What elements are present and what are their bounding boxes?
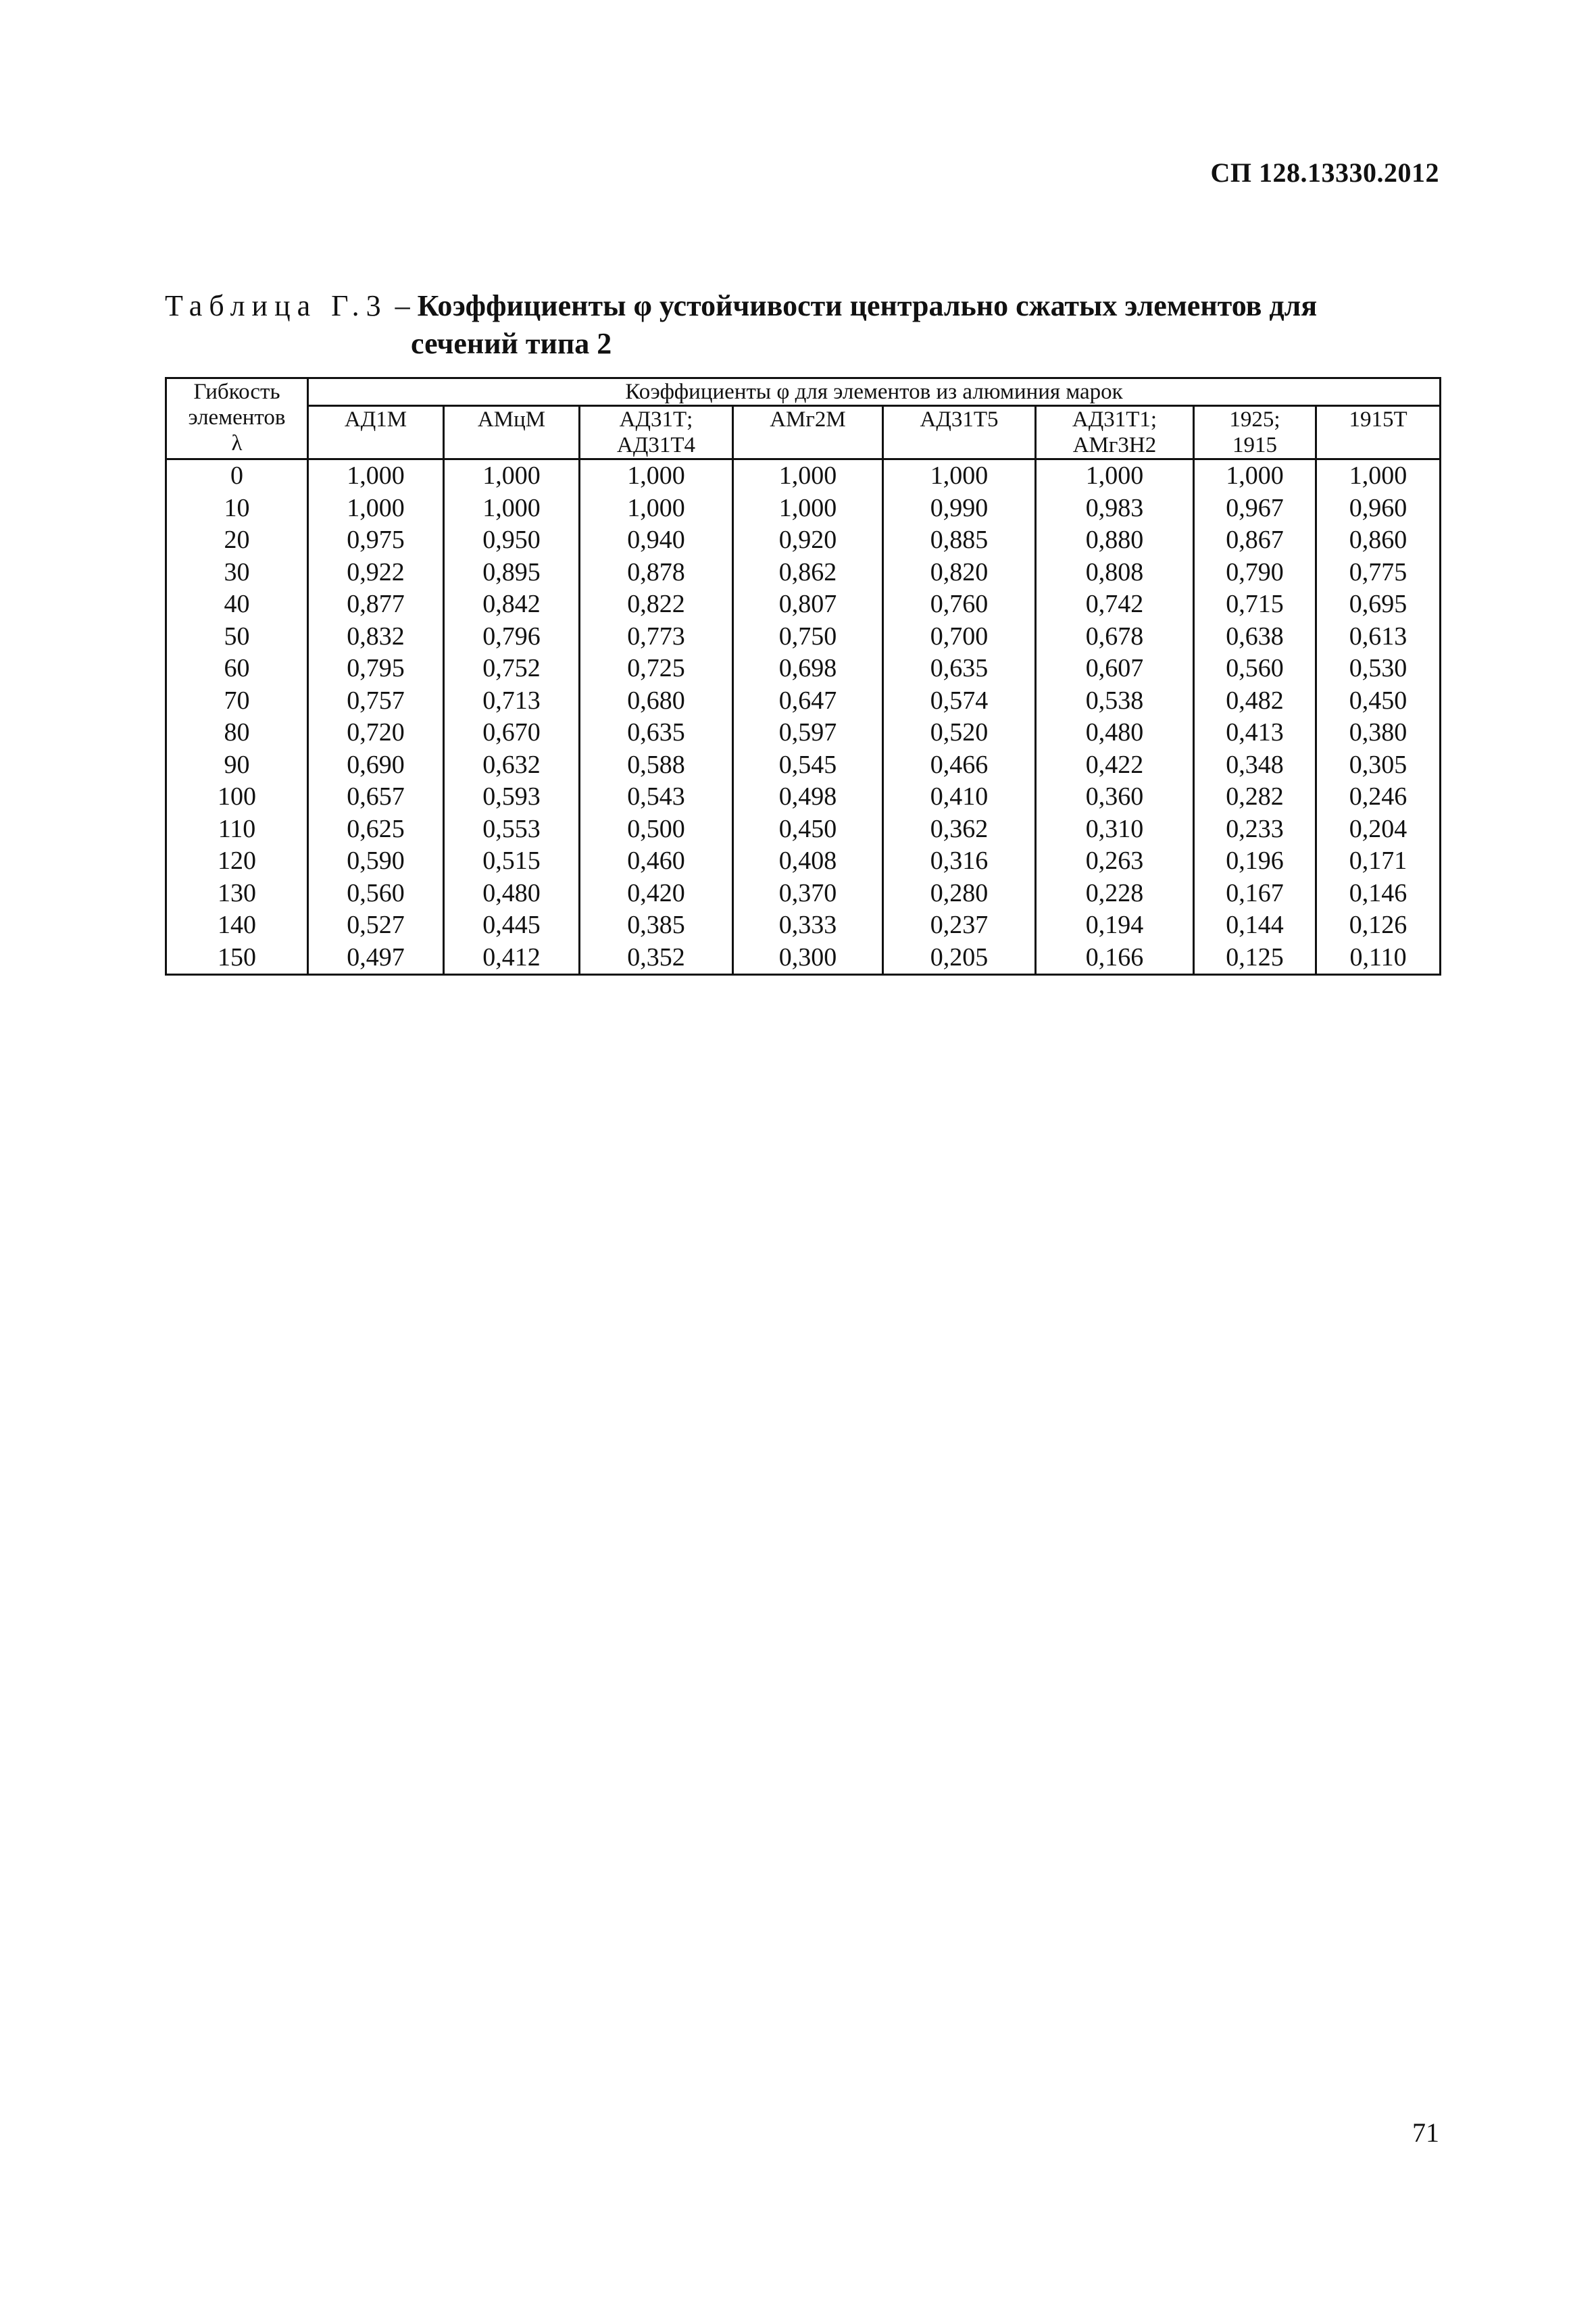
coefficient-cell: 0,166	[1036, 942, 1194, 975]
coefficient-cell: 0,410	[883, 781, 1036, 813]
table-row	[166, 685, 1441, 718]
coefficient-cell: 0,144	[1194, 909, 1316, 942]
slenderness-cell: 20	[166, 524, 308, 557]
coefficient-cell: 0,880	[1036, 524, 1194, 557]
coefficient-cell: 0,420	[580, 878, 733, 910]
alloy-column-header	[444, 406, 580, 459]
coefficient-cell: 0,960	[1316, 493, 1441, 525]
coefficient-cell: 0,515	[444, 845, 580, 878]
coefficient-cell: 0,560	[308, 878, 444, 910]
coefficient-cell: 0,790	[1194, 557, 1316, 589]
coefficient-cell: 0,553	[444, 813, 580, 846]
document-code: СП 128.13330.2012	[1210, 157, 1439, 188]
coefficient-cell: 0,695	[1316, 588, 1441, 621]
coefficient-cell: 0,975	[308, 524, 444, 557]
coefficient-cell: 0,922	[308, 557, 444, 589]
table-caption	[165, 287, 1449, 363]
coefficient-cell: 0,560	[1194, 653, 1316, 685]
coefficient-cell: 0,773	[580, 621, 733, 653]
coefficient-group-header: Коэффициенты φ для элементов из алюминия марок	[308, 378, 1441, 406]
coefficient-cell: 0,167	[1194, 878, 1316, 910]
coefficient-cell: 0,370	[733, 878, 883, 910]
coefficient-cell: 0,807	[733, 588, 883, 621]
coefficient-cell: 0,613	[1316, 621, 1441, 653]
coefficient-cell: 0,408	[733, 845, 883, 878]
coefficient-cell: 0,300	[733, 942, 883, 975]
alloy-column-header-line: АД31Т1;	[1072, 407, 1157, 432]
coefficient-cell: 0,146	[1316, 878, 1441, 910]
table-row	[166, 653, 1441, 685]
alloy-column-header-line: 1925;	[1229, 407, 1280, 432]
coefficient-cell: 0,877	[308, 588, 444, 621]
coefficient-cell: 0,305	[1316, 749, 1441, 782]
alloy-column-header-line: АМг3Н2	[1072, 433, 1157, 457]
coefficient-cell: 0,316	[883, 845, 1036, 878]
coefficient-cell: 0,990	[883, 493, 1036, 525]
coefficient-cell: 0,482	[1194, 685, 1316, 718]
coefficient-cell: 0,310	[1036, 813, 1194, 846]
coefficient-cell: 0,725	[580, 653, 733, 685]
alloy-column-header-line: АД1М	[344, 407, 407, 432]
coefficient-cell: 0,412	[444, 942, 580, 975]
coefficient-cell: 0,263	[1036, 845, 1194, 878]
coefficient-cell: 1,000	[883, 459, 1036, 493]
coefficient-cell: 0,196	[1194, 845, 1316, 878]
coefficient-cell: 0,842	[444, 588, 580, 621]
coefficient-cell: 0,450	[1316, 685, 1441, 718]
coefficient-cell: 0,680	[580, 685, 733, 718]
coefficient-cell: 0,527	[308, 909, 444, 942]
alloy-column-header-line: АД31Т;	[619, 407, 693, 432]
table-row	[166, 878, 1441, 910]
page-number: 71	[1412, 2117, 1439, 2148]
coefficient-cell: 0,752	[444, 653, 580, 685]
slenderness-cell: 60	[166, 653, 308, 685]
slenderness-header-line: Гибкость	[193, 380, 280, 404]
coefficient-cell: 0,413	[1194, 717, 1316, 749]
alloy-column-header-line: 1915	[1232, 433, 1277, 457]
coefficient-cell: 0,126	[1316, 909, 1441, 942]
coefficient-cell: 0,500	[580, 813, 733, 846]
table-caption-title-line1: Коэффициенты φ устойчивости центрально сжатых элементов для	[417, 289, 1318, 322]
table-caption-label: Таблица Г.3	[165, 289, 388, 322]
coefficient-cell: 0,832	[308, 621, 444, 653]
coefficient-cell: 0,497	[308, 942, 444, 975]
coefficient-cell: 1,000	[733, 493, 883, 525]
slenderness-cell: 90	[166, 749, 308, 782]
table-row	[166, 781, 1441, 813]
coefficient-cell: 0,466	[883, 749, 1036, 782]
coefficient-cell: 0,362	[883, 813, 1036, 846]
table-body	[166, 459, 1441, 975]
coefficient-cell: 0,480	[1036, 717, 1194, 749]
coefficient-cell: 0,940	[580, 524, 733, 557]
coefficient-cell: 0,647	[733, 685, 883, 718]
coefficient-cell: 0,352	[580, 942, 733, 975]
coefficient-cell: 0,920	[733, 524, 883, 557]
slenderness-cell: 10	[166, 493, 308, 525]
coefficient-cell: 0,538	[1036, 685, 1194, 718]
alloy-column-header	[1194, 406, 1316, 459]
table-caption-title-line2: сечений типа 2	[411, 327, 612, 360]
coefficient-cell: 0,422	[1036, 749, 1194, 782]
coefficient-cell: 0,280	[883, 878, 1036, 910]
alloy-column-header	[1036, 406, 1194, 459]
coefficient-cell: 0,690	[308, 749, 444, 782]
coefficient-cell: 0,460	[580, 845, 733, 878]
coefficient-cell: 0,967	[1194, 493, 1316, 525]
coefficient-cell: 0,720	[308, 717, 444, 749]
slenderness-cell: 110	[166, 813, 308, 846]
alloy-column-header-line: АД31Т5	[920, 407, 999, 432]
coefficient-cell: 1,000	[1316, 459, 1441, 493]
coefficient-cell: 0,545	[733, 749, 883, 782]
alloy-column-header	[580, 406, 733, 459]
coefficient-cell: 0,678	[1036, 621, 1194, 653]
coefficient-cell: 0,867	[1194, 524, 1316, 557]
slenderness-header-line: элементов	[188, 405, 286, 430]
coefficient-cell: 0,983	[1036, 493, 1194, 525]
alloy-column-header	[1316, 406, 1441, 459]
coefficient-cell: 0,360	[1036, 781, 1194, 813]
slenderness-cell: 0	[166, 459, 308, 493]
coefficient-cell: 0,498	[733, 781, 883, 813]
coefficient-cell: 0,171	[1316, 845, 1441, 878]
coefficient-cell: 1,000	[580, 459, 733, 493]
coefficient-cell: 0,380	[1316, 717, 1441, 749]
alloy-header-row	[166, 406, 1441, 459]
coefficient-cell: 0,635	[883, 653, 1036, 685]
coefficient-cell: 0,385	[580, 909, 733, 942]
table-row	[166, 557, 1441, 589]
coefficient-cell: 0,750	[733, 621, 883, 653]
coefficient-cell: 0,657	[308, 781, 444, 813]
table-row	[166, 845, 1441, 878]
coefficient-cell: 0,543	[580, 781, 733, 813]
coefficient-cell: 0,742	[1036, 588, 1194, 621]
coefficient-cell: 0,204	[1316, 813, 1441, 846]
coefficient-cell: 0,194	[1036, 909, 1194, 942]
coefficient-cell: 0,333	[733, 909, 883, 942]
coefficient-cell: 1,000	[444, 459, 580, 493]
coefficient-cell: 0,445	[444, 909, 580, 942]
coefficient-cell: 0,760	[883, 588, 1036, 621]
coefficient-cell: 0,638	[1194, 621, 1316, 653]
coefficient-cell: 0,635	[580, 717, 733, 749]
slenderness-cell: 40	[166, 588, 308, 621]
coefficient-cell: 0,775	[1316, 557, 1441, 589]
slenderness-header-line: λ	[231, 431, 243, 455]
alloy-column-header-line: 1915Т	[1349, 407, 1407, 432]
table-row	[166, 524, 1441, 557]
coefficient-cell: 0,593	[444, 781, 580, 813]
coefficient-cell: 0,860	[1316, 524, 1441, 557]
coefficient-cell: 0,878	[580, 557, 733, 589]
coefficient-cell: 0,574	[883, 685, 1036, 718]
coefficient-cell: 0,205	[883, 942, 1036, 975]
coefficient-cell: 0,885	[883, 524, 1036, 557]
coefficient-cell: 0,757	[308, 685, 444, 718]
coefficient-cell: 0,233	[1194, 813, 1316, 846]
coefficient-cell: 0,110	[1316, 942, 1441, 975]
slenderness-cell: 100	[166, 781, 308, 813]
coefficient-cell: 0,450	[733, 813, 883, 846]
coefficient-cell: 0,125	[1194, 942, 1316, 975]
coefficient-cell: 0,607	[1036, 653, 1194, 685]
coefficient-cell: 0,625	[308, 813, 444, 846]
table-row	[166, 909, 1441, 942]
table-row	[166, 588, 1441, 621]
coefficient-cell: 0,796	[444, 621, 580, 653]
coefficient-cell: 0,590	[308, 845, 444, 878]
alloy-column-header	[733, 406, 883, 459]
coefficient-cell: 1,000	[308, 459, 444, 493]
coefficient-cell: 0,480	[444, 878, 580, 910]
alloy-column-header-line: АМцМ	[477, 407, 546, 432]
coefficient-cell: 1,000	[1036, 459, 1194, 493]
slenderness-header	[166, 378, 308, 459]
alloy-column-header-line: АД31Т4	[617, 433, 695, 457]
coefficients-table	[165, 377, 1441, 976]
coefficient-cell: 1,000	[733, 459, 883, 493]
table-row	[166, 749, 1441, 782]
coefficient-cell: 0,282	[1194, 781, 1316, 813]
coefficient-cell: 0,237	[883, 909, 1036, 942]
coefficient-cell: 0,713	[444, 685, 580, 718]
slenderness-cell: 150	[166, 942, 308, 975]
coefficient-cell: 0,246	[1316, 781, 1441, 813]
alloy-column-header	[308, 406, 444, 459]
coefficient-cell: 0,348	[1194, 749, 1316, 782]
table-row	[166, 717, 1441, 749]
coefficient-cell: 0,597	[733, 717, 883, 749]
table-row	[166, 621, 1441, 653]
coefficient-cell: 0,632	[444, 749, 580, 782]
slenderness-cell: 120	[166, 845, 308, 878]
table-row	[166, 493, 1441, 525]
alloy-column-header-line: АМг2М	[770, 407, 846, 432]
coefficient-cell: 0,822	[580, 588, 733, 621]
coefficient-cell: 1,000	[580, 493, 733, 525]
alloy-column-header	[883, 406, 1036, 459]
coefficient-cell: 1,000	[308, 493, 444, 525]
slenderness-cell: 80	[166, 717, 308, 749]
coefficient-cell: 1,000	[1194, 459, 1316, 493]
slenderness-cell: 70	[166, 685, 308, 718]
coefficient-cell: 1,000	[444, 493, 580, 525]
coefficient-cell: 0,862	[733, 557, 883, 589]
slenderness-cell: 30	[166, 557, 308, 589]
table-row	[166, 459, 1441, 493]
coefficient-cell: 0,670	[444, 717, 580, 749]
coefficient-cell: 0,530	[1316, 653, 1441, 685]
coefficient-cell: 0,795	[308, 653, 444, 685]
coefficient-cell: 0,895	[444, 557, 580, 589]
coefficient-cell: 0,808	[1036, 557, 1194, 589]
coefficient-cell: 0,950	[444, 524, 580, 557]
slenderness-cell: 130	[166, 878, 308, 910]
slenderness-cell: 50	[166, 621, 308, 653]
coefficient-cell: 0,228	[1036, 878, 1194, 910]
coefficient-cell: 0,820	[883, 557, 1036, 589]
slenderness-cell: 140	[166, 909, 308, 942]
coefficient-cell: 0,588	[580, 749, 733, 782]
coefficient-cell: 0,698	[733, 653, 883, 685]
table-caption-dash: –	[387, 289, 418, 322]
coefficient-cell: 0,715	[1194, 588, 1316, 621]
table-row	[166, 942, 1441, 975]
coefficient-cell: 0,520	[883, 717, 1036, 749]
coefficient-cell: 0,700	[883, 621, 1036, 653]
table-row	[166, 813, 1441, 846]
